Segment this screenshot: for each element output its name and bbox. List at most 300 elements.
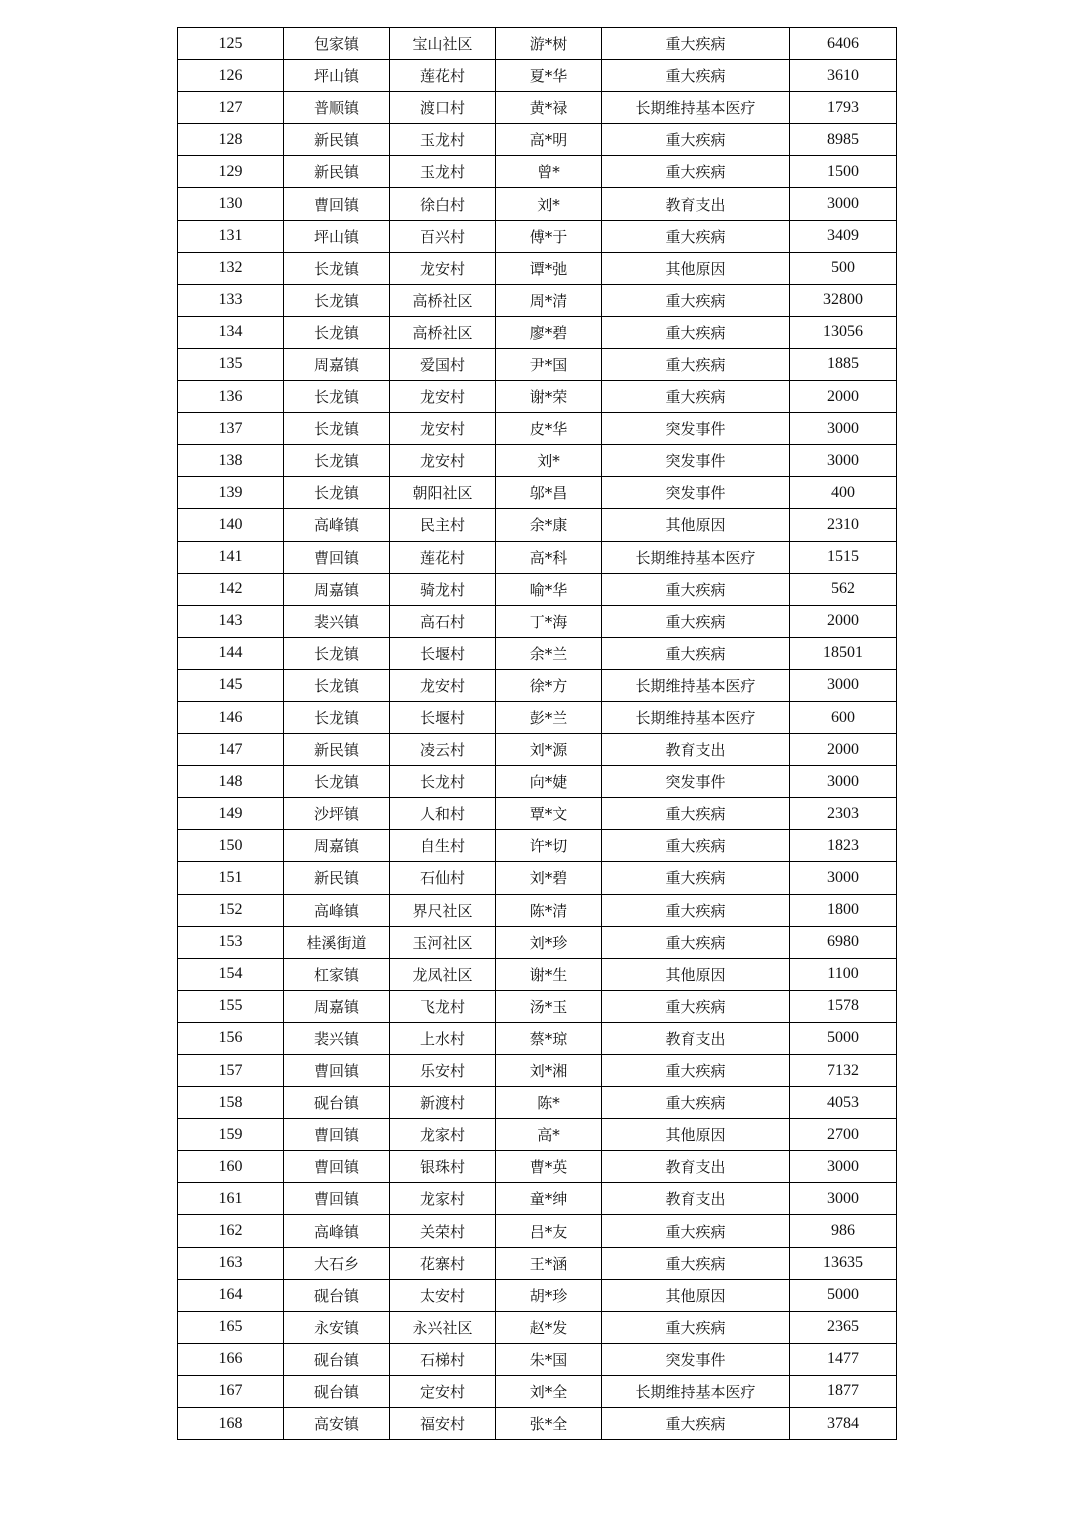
cell-village: 关荣村	[390, 1215, 496, 1247]
cell-reason: 重大疾病	[602, 156, 790, 188]
cell-village: 民主村	[390, 509, 496, 541]
table-row	[178, 1279, 897, 1311]
cell-name: 王*涵	[496, 1247, 602, 1279]
cell-index: 162	[178, 1215, 284, 1247]
cell-name: 蔡*琼	[496, 1022, 602, 1054]
cell-amount: 13635	[790, 1247, 897, 1279]
table-row	[178, 1022, 897, 1054]
table-row	[178, 894, 897, 926]
cell-name: 高*	[496, 1119, 602, 1151]
cell-reason: 重大疾病	[602, 316, 790, 348]
cell-reason: 其他原因	[602, 509, 790, 541]
cell-name: 张*全	[496, 1408, 602, 1440]
cell-amount: 2000	[790, 381, 897, 413]
table-row	[178, 1055, 897, 1087]
table-row	[178, 413, 897, 445]
table-row	[178, 573, 897, 605]
cell-amount: 8985	[790, 124, 897, 156]
cell-reason: 重大疾病	[602, 926, 790, 958]
cell-village: 朝阳社区	[390, 477, 496, 509]
cell-index: 157	[178, 1055, 284, 1087]
cell-index: 142	[178, 573, 284, 605]
table-row	[178, 477, 897, 509]
cell-town: 沙坪镇	[284, 798, 390, 830]
cell-name: 向*婕	[496, 766, 602, 798]
cell-village: 龙凤社区	[390, 958, 496, 990]
cell-village: 宝山社区	[390, 28, 496, 60]
cell-town: 高峰镇	[284, 1215, 390, 1247]
cell-index: 149	[178, 798, 284, 830]
cell-amount: 3000	[790, 766, 897, 798]
cell-name: 刘*源	[496, 734, 602, 766]
cell-index: 135	[178, 348, 284, 380]
cell-village: 长堰村	[390, 637, 496, 669]
cell-amount: 3784	[790, 1408, 897, 1440]
cell-name: 傅*于	[496, 220, 602, 252]
cell-index: 150	[178, 830, 284, 862]
cell-town: 高峰镇	[284, 509, 390, 541]
cell-town: 裴兴镇	[284, 1022, 390, 1054]
cell-name: 胡*珍	[496, 1279, 602, 1311]
cell-amount: 5000	[790, 1279, 897, 1311]
cell-reason: 重大疾病	[602, 381, 790, 413]
cell-reason: 重大疾病	[602, 28, 790, 60]
cell-amount: 3000	[790, 188, 897, 220]
cell-index: 137	[178, 413, 284, 445]
cell-village: 乐安村	[390, 1055, 496, 1087]
cell-index: 167	[178, 1375, 284, 1407]
table-row	[178, 92, 897, 124]
cell-name: 刘*全	[496, 1375, 602, 1407]
cell-index: 147	[178, 734, 284, 766]
cell-village: 石梯村	[390, 1343, 496, 1375]
cell-index: 134	[178, 316, 284, 348]
cell-reason: 教育支出	[602, 188, 790, 220]
table-row	[178, 1087, 897, 1119]
cell-village: 渡口村	[390, 92, 496, 124]
table-row	[178, 862, 897, 894]
cell-name: 皮*华	[496, 413, 602, 445]
cell-index: 159	[178, 1119, 284, 1151]
cell-town: 高峰镇	[284, 894, 390, 926]
cell-reason: 重大疾病	[602, 220, 790, 252]
cell-amount: 1515	[790, 541, 897, 573]
cell-amount: 7132	[790, 1055, 897, 1087]
cell-village: 高桥社区	[390, 316, 496, 348]
cell-town: 长龙镇	[284, 381, 390, 413]
cell-town: 普顺镇	[284, 92, 390, 124]
cell-amount: 1100	[790, 958, 897, 990]
cell-index: 126	[178, 60, 284, 92]
cell-town: 坪山镇	[284, 220, 390, 252]
table-row	[178, 316, 897, 348]
cell-amount: 3000	[790, 445, 897, 477]
cell-village: 自生村	[390, 830, 496, 862]
cell-reason: 重大疾病	[602, 1215, 790, 1247]
cell-town: 砚台镇	[284, 1279, 390, 1311]
cell-amount: 3000	[790, 1183, 897, 1215]
cell-index: 154	[178, 958, 284, 990]
cell-index: 160	[178, 1151, 284, 1183]
cell-amount: 3000	[790, 862, 897, 894]
cell-village: 飞龙村	[390, 990, 496, 1022]
table-row	[178, 124, 897, 156]
table-row	[178, 734, 897, 766]
cell-reason: 其他原因	[602, 1279, 790, 1311]
table-row	[178, 1247, 897, 1279]
cell-index: 165	[178, 1311, 284, 1343]
cell-town: 长龙镇	[284, 637, 390, 669]
cell-amount: 1877	[790, 1375, 897, 1407]
cell-village: 莲花村	[390, 60, 496, 92]
cell-reason: 重大疾病	[602, 1087, 790, 1119]
cell-amount: 986	[790, 1215, 897, 1247]
cell-reason: 重大疾病	[602, 990, 790, 1022]
cell-town: 砚台镇	[284, 1375, 390, 1407]
cell-village: 徐白村	[390, 188, 496, 220]
cell-town: 曹回镇	[284, 1055, 390, 1087]
cell-reason: 突发事件	[602, 477, 790, 509]
table-row	[178, 766, 897, 798]
cell-index: 158	[178, 1087, 284, 1119]
cell-amount: 3000	[790, 1151, 897, 1183]
cell-reason: 其他原因	[602, 252, 790, 284]
cell-name: 陈*清	[496, 894, 602, 926]
cell-name: 喻*华	[496, 573, 602, 605]
cell-town: 曹回镇	[284, 541, 390, 573]
cell-reason: 教育支出	[602, 1022, 790, 1054]
cell-amount: 3000	[790, 413, 897, 445]
cell-name: 邬*昌	[496, 477, 602, 509]
cell-index: 128	[178, 124, 284, 156]
table-row	[178, 188, 897, 220]
cell-town: 大石乡	[284, 1247, 390, 1279]
cell-village: 玉龙村	[390, 124, 496, 156]
cell-village: 龙安村	[390, 445, 496, 477]
cell-village: 龙安村	[390, 252, 496, 284]
cell-amount: 3409	[790, 220, 897, 252]
cell-name: 曹*英	[496, 1151, 602, 1183]
cell-village: 花寨村	[390, 1247, 496, 1279]
table-row	[178, 252, 897, 284]
table-row	[178, 445, 897, 477]
cell-town: 新民镇	[284, 862, 390, 894]
cell-village: 太安村	[390, 1279, 496, 1311]
cell-reason: 重大疾病	[602, 1311, 790, 1343]
cell-index: 155	[178, 990, 284, 1022]
cell-amount: 600	[790, 701, 897, 733]
cell-name: 刘*珍	[496, 926, 602, 958]
cell-name: 夏*华	[496, 60, 602, 92]
table-row	[178, 28, 897, 60]
cell-town: 新民镇	[284, 734, 390, 766]
cell-town: 曹回镇	[284, 188, 390, 220]
cell-index: 152	[178, 894, 284, 926]
cell-town: 长龙镇	[284, 316, 390, 348]
cell-reason: 重大疾病	[602, 1055, 790, 1087]
cell-village: 新渡村	[390, 1087, 496, 1119]
cell-reason: 重大疾病	[602, 124, 790, 156]
cell-reason: 长期维持基本医疗	[602, 669, 790, 701]
cell-village: 上水村	[390, 1022, 496, 1054]
cell-town: 周嘉镇	[284, 573, 390, 605]
cell-name: 谢*荣	[496, 381, 602, 413]
cell-name: 曾*	[496, 156, 602, 188]
cell-index: 161	[178, 1183, 284, 1215]
table-row	[178, 1215, 897, 1247]
table-row	[178, 1343, 897, 1375]
cell-index: 144	[178, 637, 284, 669]
table-row	[178, 830, 897, 862]
cell-index: 138	[178, 445, 284, 477]
cell-town: 周嘉镇	[284, 348, 390, 380]
cell-name: 刘*	[496, 445, 602, 477]
cell-index: 146	[178, 701, 284, 733]
table-row	[178, 509, 897, 541]
table-row	[178, 1151, 897, 1183]
cell-index: 164	[178, 1279, 284, 1311]
cell-town: 新民镇	[284, 156, 390, 188]
cell-amount: 2310	[790, 509, 897, 541]
cell-amount: 562	[790, 573, 897, 605]
cell-village: 永兴社区	[390, 1311, 496, 1343]
cell-amount: 500	[790, 252, 897, 284]
cell-amount: 1578	[790, 990, 897, 1022]
cell-town: 曹回镇	[284, 1151, 390, 1183]
cell-name: 谭*弛	[496, 252, 602, 284]
cell-town: 杠家镇	[284, 958, 390, 990]
cell-reason: 重大疾病	[602, 1247, 790, 1279]
cell-index: 129	[178, 156, 284, 188]
cell-name: 朱*国	[496, 1343, 602, 1375]
cell-index: 133	[178, 284, 284, 316]
cell-village: 龙安村	[390, 381, 496, 413]
cell-name: 高*科	[496, 541, 602, 573]
cell-index: 168	[178, 1408, 284, 1440]
cell-town: 长龙镇	[284, 701, 390, 733]
cell-town: 曹回镇	[284, 1183, 390, 1215]
cell-amount: 2000	[790, 734, 897, 766]
cell-reason: 重大疾病	[602, 348, 790, 380]
cell-index: 148	[178, 766, 284, 798]
cell-town: 新民镇	[284, 124, 390, 156]
cell-name: 余*兰	[496, 637, 602, 669]
cell-amount: 3610	[790, 60, 897, 92]
cell-amount: 1500	[790, 156, 897, 188]
cell-reason: 重大疾病	[602, 830, 790, 862]
cell-reason: 长期维持基本医疗	[602, 1375, 790, 1407]
cell-town: 长龙镇	[284, 766, 390, 798]
cell-village: 龙安村	[390, 669, 496, 701]
cell-name: 徐*方	[496, 669, 602, 701]
table-row	[178, 798, 897, 830]
cell-town: 周嘉镇	[284, 830, 390, 862]
cell-index: 125	[178, 28, 284, 60]
cell-village: 福安村	[390, 1408, 496, 1440]
cell-town: 长龙镇	[284, 477, 390, 509]
table-body	[178, 28, 897, 1440]
cell-reason: 教育支出	[602, 1151, 790, 1183]
cell-amount: 1477	[790, 1343, 897, 1375]
cell-name: 周*清	[496, 284, 602, 316]
cell-amount: 1823	[790, 830, 897, 862]
cell-name: 刘*碧	[496, 862, 602, 894]
cell-amount: 3000	[790, 669, 897, 701]
cell-village: 银珠村	[390, 1151, 496, 1183]
cell-reason: 重大疾病	[602, 573, 790, 605]
cell-village: 高桥社区	[390, 284, 496, 316]
cell-town: 长龙镇	[284, 252, 390, 284]
cell-index: 145	[178, 669, 284, 701]
cell-name: 廖*碧	[496, 316, 602, 348]
table-row	[178, 1408, 897, 1440]
cell-village: 人和村	[390, 798, 496, 830]
cell-amount: 1885	[790, 348, 897, 380]
cell-village: 龙家村	[390, 1119, 496, 1151]
cell-village: 长堰村	[390, 701, 496, 733]
cell-name: 陈*	[496, 1087, 602, 1119]
cell-town: 永安镇	[284, 1311, 390, 1343]
cell-amount: 2303	[790, 798, 897, 830]
assistance-table	[177, 27, 897, 1440]
table-row	[178, 1375, 897, 1407]
cell-name: 高*明	[496, 124, 602, 156]
cell-index: 166	[178, 1343, 284, 1375]
cell-name: 赵*发	[496, 1311, 602, 1343]
cell-village: 界尺社区	[390, 894, 496, 926]
cell-town: 长龙镇	[284, 413, 390, 445]
cell-index: 130	[178, 188, 284, 220]
cell-reason: 突发事件	[602, 413, 790, 445]
cell-amount: 4053	[790, 1087, 897, 1119]
cell-village: 定安村	[390, 1375, 496, 1407]
cell-village: 高石村	[390, 605, 496, 637]
cell-amount: 18501	[790, 637, 897, 669]
table-row	[178, 1311, 897, 1343]
cell-name: 尹*国	[496, 348, 602, 380]
cell-index: 141	[178, 541, 284, 573]
table-row	[178, 541, 897, 573]
cell-village: 爱国村	[390, 348, 496, 380]
cell-index: 140	[178, 509, 284, 541]
table-row	[178, 348, 897, 380]
cell-town: 桂溪街道	[284, 926, 390, 958]
cell-name: 黄*禄	[496, 92, 602, 124]
cell-village: 石仙村	[390, 862, 496, 894]
cell-reason: 长期维持基本医疗	[602, 541, 790, 573]
table-row	[178, 990, 897, 1022]
cell-index: 151	[178, 862, 284, 894]
cell-town: 曹回镇	[284, 1119, 390, 1151]
cell-index: 132	[178, 252, 284, 284]
cell-name: 汤*玉	[496, 990, 602, 1022]
cell-village: 玉龙村	[390, 156, 496, 188]
cell-amount: 13056	[790, 316, 897, 348]
cell-reason: 教育支出	[602, 1183, 790, 1215]
cell-reason: 重大疾病	[602, 60, 790, 92]
cell-index: 139	[178, 477, 284, 509]
cell-village: 长龙村	[390, 766, 496, 798]
cell-reason: 重大疾病	[602, 605, 790, 637]
table-row	[178, 60, 897, 92]
cell-name: 许*切	[496, 830, 602, 862]
cell-amount: 1793	[790, 92, 897, 124]
cell-reason: 突发事件	[602, 1343, 790, 1375]
cell-village: 龙家村	[390, 1183, 496, 1215]
cell-amount: 2000	[790, 605, 897, 637]
cell-town: 包家镇	[284, 28, 390, 60]
cell-index: 143	[178, 605, 284, 637]
cell-amount: 1800	[790, 894, 897, 926]
table-row	[178, 156, 897, 188]
cell-reason: 教育支出	[602, 734, 790, 766]
cell-name: 刘*湘	[496, 1055, 602, 1087]
cell-index: 131	[178, 220, 284, 252]
table-row	[178, 958, 897, 990]
table-row	[178, 637, 897, 669]
cell-amount: 2365	[790, 1311, 897, 1343]
cell-town: 高安镇	[284, 1408, 390, 1440]
cell-amount: 2700	[790, 1119, 897, 1151]
cell-index: 156	[178, 1022, 284, 1054]
cell-index: 153	[178, 926, 284, 958]
cell-reason: 重大疾病	[602, 637, 790, 669]
cell-town: 长龙镇	[284, 669, 390, 701]
cell-village: 玉河社区	[390, 926, 496, 958]
cell-town: 长龙镇	[284, 284, 390, 316]
cell-town: 砚台镇	[284, 1087, 390, 1119]
table-row	[178, 926, 897, 958]
cell-reason: 突发事件	[602, 766, 790, 798]
cell-reason: 重大疾病	[602, 284, 790, 316]
cell-amount: 32800	[790, 284, 897, 316]
table-row	[178, 381, 897, 413]
table-row	[178, 1183, 897, 1215]
cell-index: 136	[178, 381, 284, 413]
table-row	[178, 605, 897, 637]
cell-village: 骑龙村	[390, 573, 496, 605]
cell-village: 龙安村	[390, 413, 496, 445]
cell-name: 覃*文	[496, 798, 602, 830]
cell-name: 彭*兰	[496, 701, 602, 733]
cell-name: 丁*海	[496, 605, 602, 637]
table-row	[178, 1119, 897, 1151]
cell-town: 砚台镇	[284, 1343, 390, 1375]
cell-amount: 5000	[790, 1022, 897, 1054]
cell-reason: 重大疾病	[602, 894, 790, 926]
cell-reason: 长期维持基本医疗	[602, 701, 790, 733]
cell-amount: 6980	[790, 926, 897, 958]
cell-index: 163	[178, 1247, 284, 1279]
cell-village: 百兴村	[390, 220, 496, 252]
cell-reason: 其他原因	[602, 1119, 790, 1151]
table-row	[178, 669, 897, 701]
cell-village: 凌云村	[390, 734, 496, 766]
cell-reason: 重大疾病	[602, 862, 790, 894]
cell-reason: 突发事件	[602, 445, 790, 477]
cell-town: 坪山镇	[284, 60, 390, 92]
cell-amount: 400	[790, 477, 897, 509]
table-row	[178, 284, 897, 316]
cell-amount: 6406	[790, 28, 897, 60]
cell-name: 吕*友	[496, 1215, 602, 1247]
table-row	[178, 701, 897, 733]
cell-reason: 重大疾病	[602, 1408, 790, 1440]
cell-name: 谢*生	[496, 958, 602, 990]
cell-name: 游*树	[496, 28, 602, 60]
cell-town: 裴兴镇	[284, 605, 390, 637]
cell-town: 周嘉镇	[284, 990, 390, 1022]
